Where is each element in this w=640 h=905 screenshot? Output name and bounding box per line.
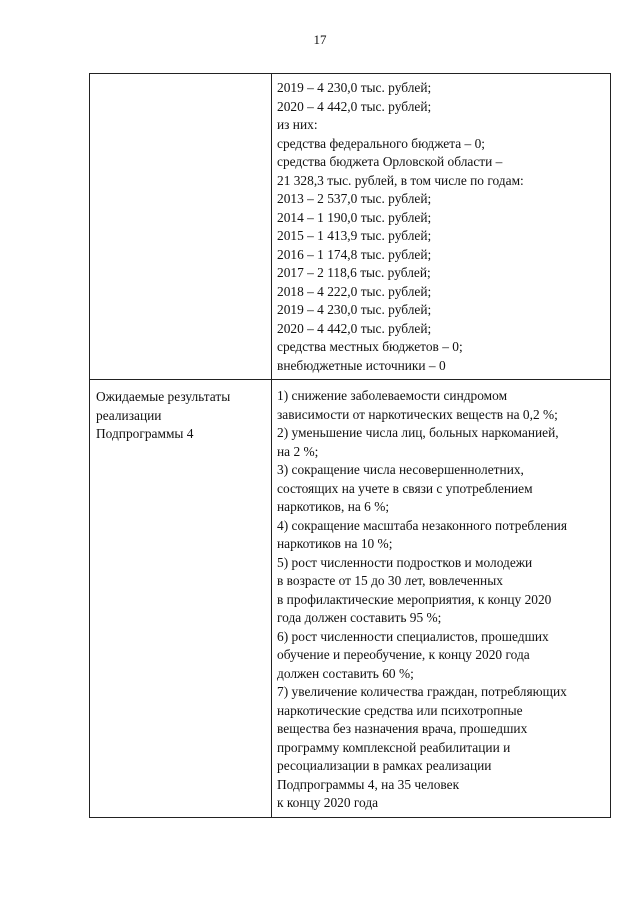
table-row-results xyxy=(90,380,611,818)
text-line: 2014 – 1 190,0 тыс. рублей; xyxy=(277,209,432,225)
text-line: вещества без назначения врача, прошедших xyxy=(277,721,528,736)
text-line: к концу 2020 года xyxy=(277,795,379,810)
text-line: 2013 – 2 537,0 тыс. рублей; xyxy=(277,191,432,206)
text-line: 2019 – 4 230,0 тыс. рублей; xyxy=(277,80,432,95)
text-line: 7) увеличение количества граждан, потребляющих xyxy=(277,684,567,699)
funding-left-cell xyxy=(90,74,272,380)
results-heading-lines xyxy=(90,380,271,448)
results-left-cell xyxy=(90,380,272,818)
text-line: обучение и переобучение, к концу 2020 года xyxy=(277,647,530,662)
text-line: 6) рост численности специалистов, прошедших xyxy=(277,628,549,644)
text-line: средства бюджета Орловской области – xyxy=(277,154,503,169)
funding-lines xyxy=(272,74,610,379)
results-lines xyxy=(272,380,610,817)
text-line: 2020 – 4 442,0 тыс. рублей; xyxy=(277,98,432,114)
page-number: 17 xyxy=(313,32,327,47)
text-line: на 2 %; xyxy=(277,443,319,459)
text-line: внебюджетные источники – 0 xyxy=(277,357,446,373)
text-line: 2017 – 2 118,6 тыс. рублей; xyxy=(277,265,431,280)
funding-right-cell xyxy=(272,74,611,380)
text-line: 2016 – 1 174,8 тыс. рублей; xyxy=(277,246,432,262)
text-line: наркотиков, на 6 %; xyxy=(277,499,390,514)
text-line: из них: xyxy=(277,117,318,132)
text-line: 3) сокращение числа несовершеннолетних, xyxy=(277,462,524,477)
text-line: средства местных бюджетов – 0; xyxy=(277,339,463,354)
text-line: должен составить 60 %; xyxy=(277,665,414,681)
text-line: 1) снижение заболеваемости синдромом xyxy=(277,388,508,403)
results-right-cell xyxy=(272,380,611,818)
funding-left-text xyxy=(90,74,271,84)
text-line: состоящих на учете в связи с употреблением xyxy=(277,480,533,496)
text-line: наркотиков на 10 %; xyxy=(277,536,393,551)
text-line: 2) уменьшение числа лиц, больных наркоманией, xyxy=(277,425,559,440)
text-line: ресоциализации в рамках реализации xyxy=(277,758,492,773)
text-line: 5) рост численности подростков и молодежи xyxy=(277,554,533,570)
text-line: 2019 – 4 230,0 тыс. рублей; xyxy=(277,302,432,317)
text-line: зависимости от наркотических веществ на 0,2 %; xyxy=(277,406,558,422)
text-line: Подпрограммы 4 xyxy=(96,426,194,441)
table-row-funding xyxy=(90,74,611,380)
text-line: 21 328,3 тыс. рублей, в том числе по годам: xyxy=(277,172,524,188)
text-line: средства федерального бюджета – 0; xyxy=(277,135,485,151)
text-line: 2018 – 4 222,0 тыс. рублей; xyxy=(277,283,432,299)
text-line: реализации xyxy=(96,407,162,423)
text-line: в профилактические мероприятия, к концу 2020 xyxy=(277,591,552,607)
text-line: года должен составить 95 %; xyxy=(277,610,442,625)
text-line: 2020 – 4 442,0 тыс. рублей; xyxy=(277,320,432,336)
text-line: Ожидаемые результаты xyxy=(96,389,231,404)
text-line: наркотические средства или психотропные xyxy=(277,702,523,718)
passport-table xyxy=(89,73,611,818)
text-line: 2015 – 1 413,9 тыс. рублей; xyxy=(277,228,432,243)
text-line: 4) сокращение масштаба незаконного потребления xyxy=(277,517,567,533)
text-line: программу комплексной реабилитации и xyxy=(277,739,511,755)
text-line: в возрасте от 15 до 30 лет, вовлеченных xyxy=(277,573,503,588)
text-line: Подпрограммы 4, на 35 человек xyxy=(277,776,460,792)
